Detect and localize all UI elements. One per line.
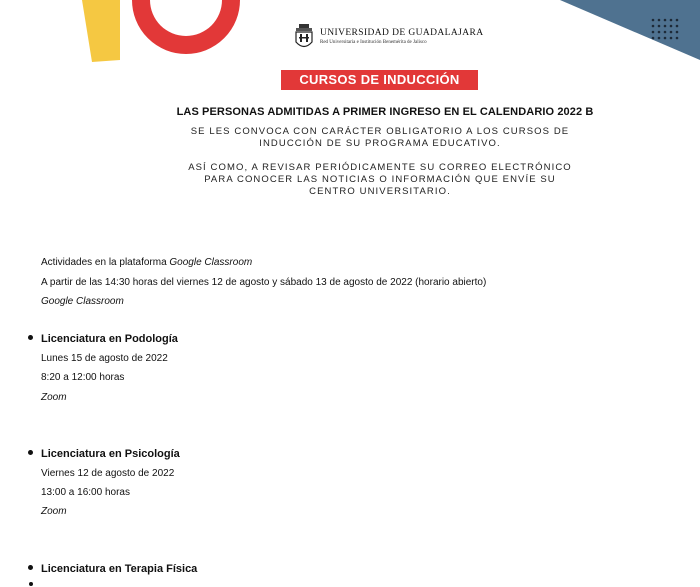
paragraph-line: CENTRO UNIVERSITARIO. <box>309 186 451 197</box>
corner-decoration-left <box>0 0 240 80</box>
university-subtitle: Red Universitaria e Institución Benemérita de Jalisco <box>320 40 427 45</box>
admission-heading: LAS PERSONAS ADMITIDAS A PRIMER INGRESO EN EL CALENDARIO 2022 B <box>176 106 594 118</box>
program-time: 8:20 a 12:00 horas <box>41 372 125 383</box>
courses-banner: CURSOS DE INDUCCIÓN <box>281 70 478 90</box>
program-title-text: Licenciatura en Podología <box>41 333 178 345</box>
bullet-icon <box>29 582 33 586</box>
program-date: Viernes 12 de agosto de 2022 <box>41 468 175 479</box>
paragraph-line: PARA CONOCER LAS NOTICIAS O INFORMACIÓN QUE ENVÍE SU <box>204 174 556 185</box>
paragraph-line: ASÍ COMO, A REVISAR PERIÓDICAMENTE SU CORREO ELECTRÓNICO <box>188 162 572 173</box>
program-title-text: Licenciatura en Terapia Física <box>41 563 198 575</box>
program-venue: Zoom <box>41 506 67 517</box>
convocation-paragraph <box>0 126 700 150</box>
email-paragraph <box>0 162 700 198</box>
program-title-text: Licenciatura en Psicología <box>41 448 180 460</box>
bullet-icon <box>28 335 33 340</box>
program-title <box>28 563 197 575</box>
program-time: 13:00 a 16:00 horas <box>41 487 130 498</box>
university-name: UNIVERSIDAD DE GUADALAJARA <box>320 28 484 38</box>
activities-intro <box>41 257 252 268</box>
paragraph-line: INDUCCIÓN DE SU PROGRAMA EDUCATIVO. <box>259 138 501 149</box>
program-title <box>28 333 178 345</box>
activities-venue: Google Classroom <box>41 296 124 307</box>
bullet-icon <box>28 450 33 455</box>
corner-decoration-right <box>560 0 700 60</box>
program-title <box>28 448 180 460</box>
crest-icon <box>292 24 316 52</box>
activities-date: A partir de las 14:30 horas del viernes 12 de agosto y sábado 13 de agosto de 2022 (horario abierto) <box>41 277 487 288</box>
university-logo <box>292 24 502 52</box>
activities-intro-text: Actividades en la plataforma <box>41 257 170 268</box>
program-date: Lunes 15 de agosto de 2022 <box>41 353 168 364</box>
paragraph-line: SE LES CONVOCA CON CARÁCTER OBLIGATORIO A LOS CURSOS DE <box>190 126 570 137</box>
program-venue: Zoom <box>41 392 67 403</box>
activities-platform: Google Classroom <box>169 257 253 268</box>
bullet-icon <box>28 565 33 570</box>
